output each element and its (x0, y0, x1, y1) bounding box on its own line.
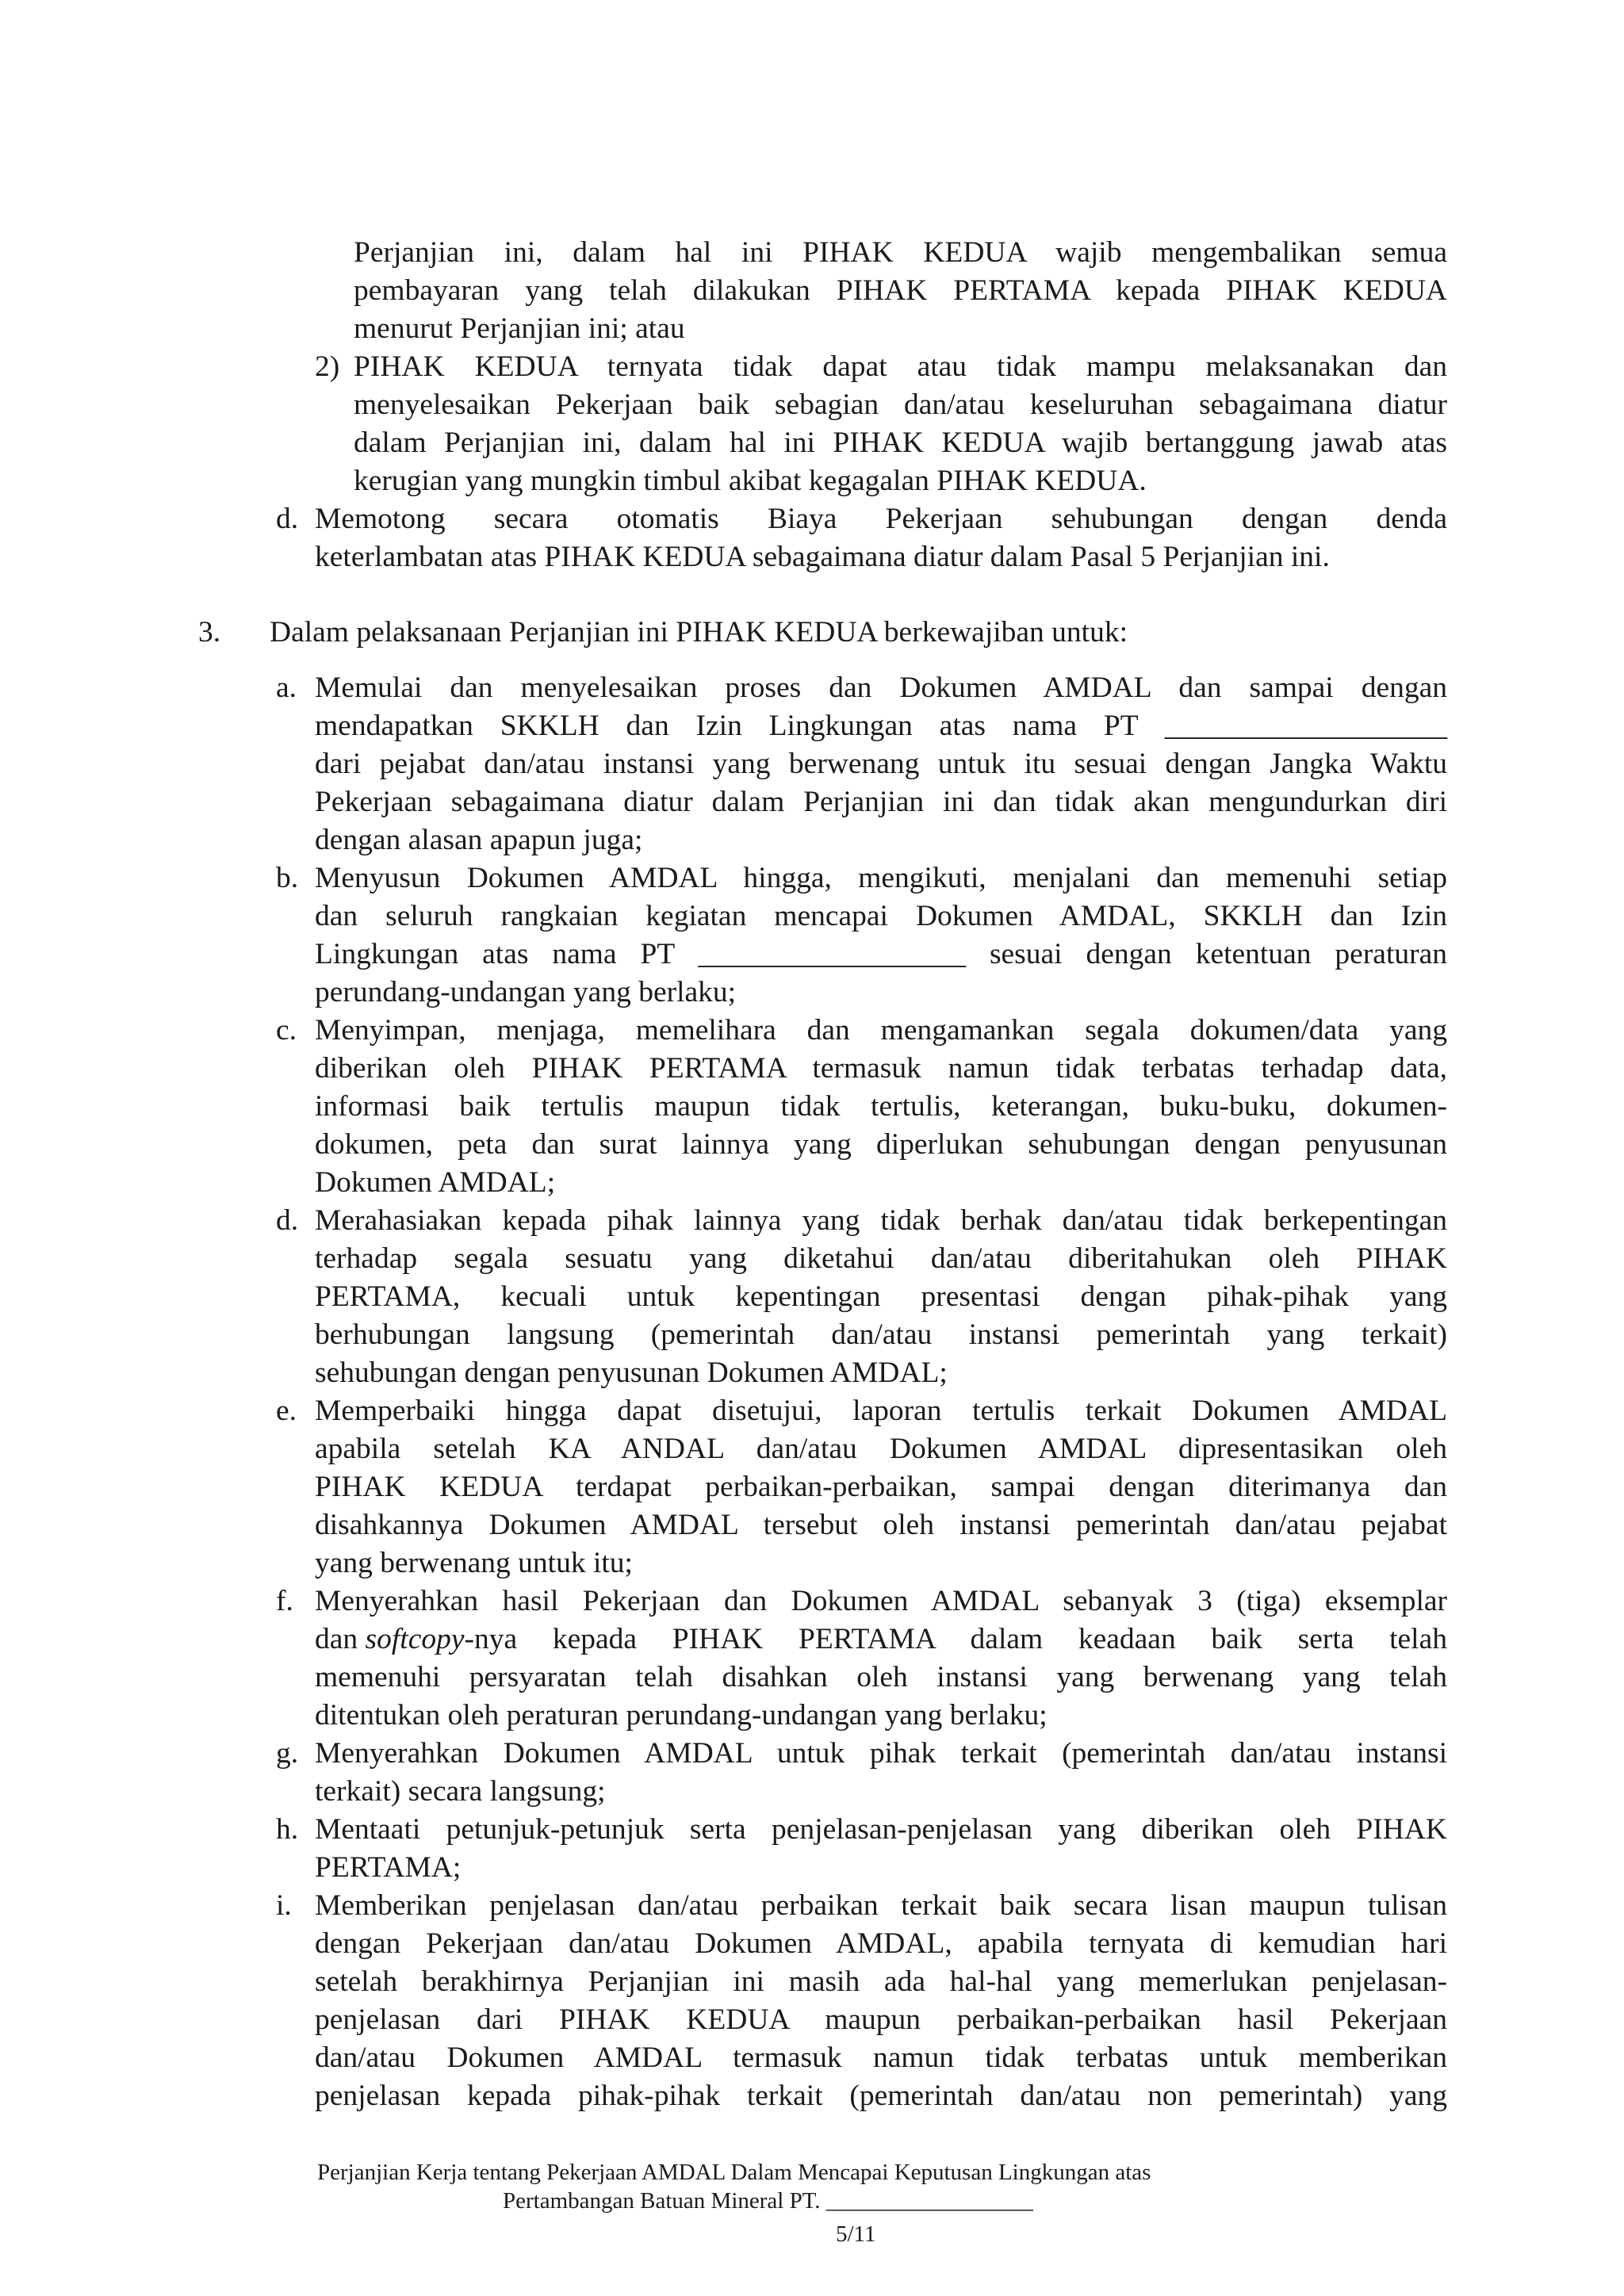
list-item-line: penjelasan kepada pihak-pihak terkait (pemerintah dan/atau non pemerintah) yang (315, 2080, 1447, 2112)
list-item-line-softcopy (315, 1621, 1447, 1659)
list-item-line: Memulai dan menyelesaikan proses dan Dokumen AMDAL dan sampai dengan (315, 672, 1447, 704)
list-item-line: terkait) secara langsung; (315, 1775, 606, 1808)
list-item-line: dengan Pekerjaan dan/atau Dokumen AMDAL, apabila ternyata di kemudian hari (315, 1927, 1447, 1960)
list-item-line: Menyusun Dokumen AMDAL hingga, mengikuti, menjalani dan memenuhi setiap (315, 862, 1447, 894)
list-marker: c. (276, 1014, 297, 1047)
intro-line: pembayaran yang telah dilakukan PIHAK PERTAMA kepada PIHAK KEDUA (354, 274, 1447, 307)
list-item-line: Menyerahkan hasil Pekerjaan dan Dokumen AMDAL sebanyak 3 (tiga) eksemplar (315, 1585, 1447, 1617)
list-item-line: dengan alasan apapun juga; (315, 824, 643, 856)
footer-line: Perjanjian Kerja tentang Pekerjaan AMDAL Dalam Mencapai Keputusan Lingkungan atas (317, 2160, 1151, 2185)
list-item-line: Lingkungan atas nama PT __________________ sesuai dengan ketentuan peraturan (315, 938, 1447, 970)
list-item-line: Memotong secara otomatis Biaya Pekerjaan sehubungan dengan denda (315, 503, 1447, 535)
list-item-line: Merahasiakan kepada pihak lainnya yang tidak berhak dan/atau tidak berkepentingan (315, 1204, 1447, 1237)
list-marker: i. (276, 1889, 292, 1922)
list-item-line: sehubungan dengan penyusunan Dokumen AMDAL; (315, 1357, 948, 1389)
list-marker: d. (276, 1204, 299, 1237)
list-marker: 2) (315, 350, 340, 383)
list-item-line: PERTAMA; (315, 1851, 462, 1884)
list-item-line: Pekerjaan sebagaimana diatur dalam Perjanjian ini dan tidak akan mengundurkan diri (315, 786, 1447, 818)
list-item-line: dalam Perjanjian ini, dalam hal ini PIHAK KEDUA wajib bertanggung jawab atas (354, 427, 1447, 459)
list-item-line: dan/atau Dokumen AMDAL termasuk namun tidak terbatas untuk memberikan (315, 2042, 1447, 2074)
list-item-line: yang berwenang untuk itu; (315, 1547, 633, 1579)
list-item-line: Menyerahkan Dokumen AMDAL untuk pihak terkait (pemerintah dan/atau instansi (315, 1737, 1447, 1770)
list-marker: b. (276, 862, 299, 894)
list-item-line: Dokumen AMDAL; (315, 1166, 556, 1199)
list-item-line: Menyimpan, menjaga, memelihara dan mengamankan segala dokumen/data yang (315, 1014, 1447, 1047)
list-item-line: PERTAMA, kecuali untuk kepentingan presentasi dengan pihak-pihak yang (315, 1280, 1447, 1313)
list-marker: g. (276, 1737, 299, 1770)
footer-line: Pertambangan Batuan Mineral PT. __________________ (503, 2188, 1033, 2214)
list-item-line: dokumen, peta dan surat lainnya yang diperlukan sehubungan dengan penyusunan (315, 1128, 1447, 1161)
list-marker: d. (276, 503, 299, 535)
list-marker: a. (276, 672, 297, 704)
list-item-line: berhubungan langsung (pemerintah dan/atau instansi pemerintah yang terkait) (315, 1318, 1447, 1351)
list-item-line: memenuhi persyaratan telah disahkan oleh instansi yang berwenang yang telah (315, 1661, 1447, 1693)
softcopy-term: softcopy (365, 1623, 465, 1655)
list-item-line: menyelesaikan Pekerjaan baik sebagian dan/atau keseluruhan sebagaimana diatur (354, 388, 1447, 421)
list-item-line: terhadap segala sesuatu yang diketahui dan/atau diberitahukan oleh PIHAK (315, 1242, 1447, 1275)
intro-line: Perjanjian ini, dalam hal ini PIHAK KEDUA wajib mengembalikan semua (354, 236, 1447, 269)
list-item-line: kerugian yang mungkin timbul akibat kegagalan PIHAK KEDUA. (354, 465, 1147, 497)
list-item-line: ditentukan oleh peraturan perundang-undangan yang berlaku; (315, 1699, 1048, 1732)
list-item-line: penjelasan dari PIHAK KEDUA maupun perbaikan-perbaikan hasil Pekerjaan (315, 2003, 1447, 2036)
list-item-line: diberikan oleh PIHAK PERTAMA termasuk namun tidak terbatas terhadap data, (315, 1052, 1447, 1085)
intro-line: menurut Perjanjian ini; atau (354, 312, 685, 345)
list-marker: e. (276, 1395, 297, 1427)
list-item-line: keterlambatan atas PIHAK KEDUA sebagaimana diatur dalam Pasal 5 Perjanjian ini. (315, 541, 1330, 573)
list-item-line: Memberikan penjelasan dan/atau perbaikan terkait baik secara lisan maupun tulisan (315, 1889, 1447, 1922)
list-item-line: informasi baik tertulis maupun tidak tertulis, keterangan, buku-buku, dokumen- (315, 1090, 1447, 1123)
softcopy-suffix: -nya kepada PIHAK PERTAMA dalam keadaan baik serta telah (464, 1623, 1447, 1655)
page-number: 5/11 (836, 2221, 876, 2247)
section-title: Dalam pelaksanaan Perjanjian ini PIHAK KEDUA berkewajiban untuk: (270, 616, 1128, 649)
list-item-line: mendapatkan SKKLH dan Izin Lingkungan atas nama PT ___________________ (315, 710, 1447, 742)
list-item-line: dari pejabat dan/atau instansi yang berwenang untuk itu sesuai dengan Jangka Waktu (315, 748, 1447, 780)
list-marker: f. (276, 1585, 293, 1617)
list-item-line: perundang-undangan yang berlaku; (315, 976, 737, 1008)
list-item-line: dan seluruh rangkaian kegiatan mencapai Dokumen AMDAL, SKKLH dan Izin (315, 900, 1447, 932)
list-item-line: Mentaati petunjuk-petunjuk serta penjelasan-penjelasan yang diberikan oleh PIHAK (315, 1813, 1447, 1846)
list-marker: h. (276, 1813, 299, 1846)
softcopy-prefix: dan softcopy (315, 1623, 465, 1655)
section-number: 3. (198, 616, 221, 649)
list-item-line: PIHAK KEDUA ternyata tidak dapat atau tidak mampu melaksanakan dan (354, 350, 1447, 383)
list-item-line: Memperbaiki hingga dapat disetujui, laporan tertulis terkait Dokumen AMDAL (315, 1395, 1447, 1427)
list-item-line: PIHAK KEDUA terdapat perbaikan-perbaikan, sampai dengan diterimanya dan (315, 1471, 1447, 1503)
list-item-line: disahkannya Dokumen AMDAL tersebut oleh instansi pemerintah dan/atau pejabat (315, 1509, 1447, 1541)
list-item-line: apabila setelah KA ANDAL dan/atau Dokumen AMDAL dipresentasikan oleh (315, 1433, 1447, 1465)
list-item-line: setelah berakhirnya Perjanjian ini masih ada hal-hal yang memerlukan penjelasan- (315, 1965, 1447, 1998)
